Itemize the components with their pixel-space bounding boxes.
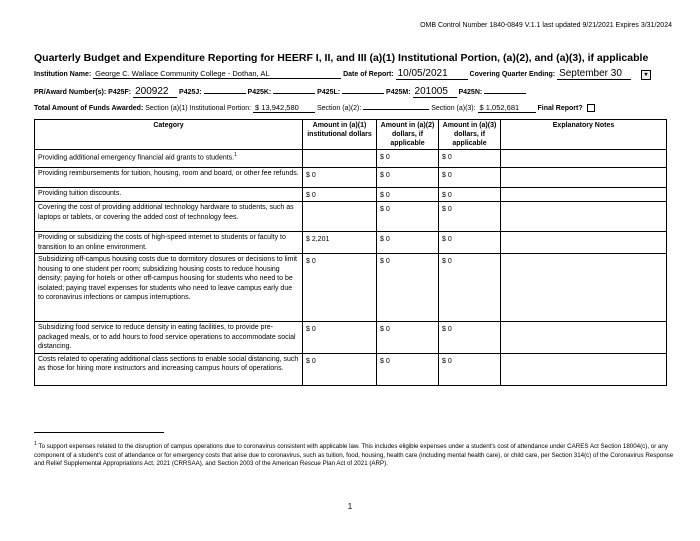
a3-field[interactable]: $ 1,052,681 [478, 103, 536, 113]
quarter-label: Covering Quarter Ending: [469, 71, 556, 78]
page-number: 1 [347, 502, 353, 511]
table-row [35, 202, 667, 232]
table-row [35, 168, 667, 188]
final-report-checkbox[interactable] [587, 104, 595, 112]
p425n-field[interactable] [484, 93, 526, 94]
chevron-down-icon[interactable]: ▾ [641, 70, 651, 80]
category-cell [35, 322, 303, 354]
award-row [34, 86, 526, 98]
notes-cell[interactable] [501, 168, 667, 188]
amount-a1-cell[interactable] [303, 202, 377, 232]
table-row [35, 150, 667, 168]
table-row [35, 188, 667, 202]
amount-a2-cell[interactable]: $ 0 [377, 254, 439, 322]
a2-label: Section (a)(2): [316, 105, 362, 112]
header-notes: Explanatory Notes [501, 120, 667, 150]
category-text: Covering the cost of providing additional technology hardware to students, such as laptops or tablets, or covering the added cost of technology fees. [38, 204, 294, 221]
a2-field[interactable] [363, 109, 429, 110]
footnote-text: To support expenses related to the disruption of campus operations due to coronavirus consistent with applicable law. This includes eligible expenses under a student's cost of attendance under CARES Act Section 18004(c), or any component of a student's cost of attendance or for emergency costs that arise due to coronavirus, such as tuition, food, housing, health care (including mental health care), or child care, per Section 314(c) of the Coronavirus Response and Relief Supplemental Appropriations Act, 2021 (CRRSAA), and Section 2003 of the American Rescue Plan Act of 2021 (ARP). [34, 443, 674, 468]
a1-portion-label: Section (a)(1) Institutional Portion: [145, 105, 252, 112]
header-a1: Amount in (a)(1) institutional dollars [303, 120, 377, 150]
p425f-field[interactable]: 200922 [133, 86, 177, 98]
p425n-label: P425N: [458, 89, 483, 96]
institution-row [34, 68, 651, 80]
p425j-label: P425J: [179, 89, 202, 96]
amount-a2-cell[interactable]: $ 0 [377, 353, 439, 385]
footnote [34, 440, 674, 469]
p425j-field[interactable] [204, 93, 246, 94]
expenditure-table [34, 119, 667, 386]
notes-cell[interactable] [501, 322, 667, 354]
table-header-row [35, 120, 667, 150]
amount-a3-cell[interactable]: $ 0 [439, 254, 501, 322]
notes-cell[interactable] [501, 353, 667, 385]
omb-control-number: OMB Control Number 1840-0849 V.1.1 last updated 9/21/2021 Expires 3/31/2024 [420, 22, 672, 29]
amount-a3-cell[interactable]: $ 0 [439, 202, 501, 232]
final-report-label: Final Report? [537, 105, 583, 112]
table-row [35, 232, 667, 254]
p425m-label: P425M: [386, 89, 411, 96]
amount-a1-cell[interactable]: $ 0 [303, 254, 377, 322]
p425k-label: P425K: [247, 89, 272, 96]
notes-cell[interactable] [501, 188, 667, 202]
category-cell [35, 202, 303, 232]
amount-a2-cell[interactable]: $ 0 [377, 232, 439, 254]
amount-a1-cell[interactable]: $ 0 [303, 188, 377, 202]
amount-a2-cell[interactable]: $ 0 [377, 188, 439, 202]
table-row [35, 322, 667, 354]
date-of-report-field[interactable]: 10/05/2021 [396, 68, 468, 80]
header-a2: Amount in (a)(2) dollars, if applicable [377, 120, 439, 150]
notes-cell[interactable] [501, 232, 667, 254]
p425f-label: P425F: [108, 89, 132, 96]
category-cell [35, 150, 303, 168]
p425k-field[interactable] [273, 93, 315, 94]
amount-a3-cell[interactable]: $ 0 [439, 188, 501, 202]
total-funds-label: Total Amount of Funds Awarded: [34, 105, 144, 112]
category-text: Subsidizing food service to reduce density in eating facilities, to provide pre-packaged meals, or to add hours to food service operations to accommodate social distancing. [38, 324, 296, 350]
amount-a3-cell[interactable]: $ 0 [439, 353, 501, 385]
amount-a2-cell[interactable]: $ 0 [377, 150, 439, 168]
p425m-field[interactable]: 201005 [413, 86, 457, 98]
amount-a3-cell[interactable]: $ 0 [439, 168, 501, 188]
category-cell [35, 254, 303, 322]
amount-a3-cell[interactable]: $ 0 [439, 322, 501, 354]
category-cell [35, 188, 303, 202]
category-text: Providing tuition discounts. [38, 190, 122, 197]
amount-a1-cell[interactable] [303, 150, 377, 168]
footnote-marker: 1 [34, 441, 37, 447]
amount-a2-cell[interactable]: $ 0 [377, 168, 439, 188]
institution-name-field[interactable]: George C. Wallace Community College - Dothan, AL [93, 69, 341, 79]
category-text: Providing additional emergency financial aid grants to students. [38, 154, 235, 162]
amount-a2-cell[interactable]: $ 0 [377, 322, 439, 354]
amount-a3-cell[interactable]: $ 0 [439, 232, 501, 254]
a1-portion-field[interactable]: $ 13,942,580 [253, 103, 315, 113]
quarter-ending-field[interactable]: September 30 [557, 68, 631, 80]
table-row [35, 353, 667, 385]
notes-cell[interactable] [501, 202, 667, 232]
page-title: Quarterly Budget and Expenditure Reporting for HEERF I, II, and III (a)(1) Institutional Portion, (a)(2), and (a)(3), if applicable [34, 52, 649, 64]
notes-cell[interactable] [501, 254, 667, 322]
notes-cell[interactable] [501, 150, 667, 168]
amount-a1-cell[interactable]: $ 0 [303, 168, 377, 188]
category-text: Subsidizing off-campus housing costs due to dormitory closures or decisions to limit housing to one student per room; subsidizing housing costs to reduce housing density; paying for hotels or other off-campus housing for students who need to be isolated; paying travel expenses for students who need to leave campus early due to coronavirus infections or campus interruptions. [38, 256, 297, 301]
date-label: Date of Report: [343, 71, 394, 78]
amount-a1-cell[interactable]: $ 0 [303, 322, 377, 354]
amount-a1-cell[interactable]: $ 0 [303, 353, 377, 385]
header-a3: Amount in (a)(3) dollars, if applicable [439, 120, 501, 150]
category-cell [35, 353, 303, 385]
amount-a2-cell[interactable]: $ 0 [377, 202, 439, 232]
amount-a1-cell[interactable]: $ 2,201 [303, 232, 377, 254]
category-cell [35, 232, 303, 254]
footnote-ref: 1 [234, 152, 237, 158]
category-text: Providing or subsidizing the costs of high-speed internet to students or faculty to transition to an online environment. [38, 234, 286, 251]
category-cell [35, 168, 303, 188]
total-funds-row [34, 103, 595, 113]
table-row [35, 254, 667, 322]
a3-label: Section (a)(3): [431, 105, 476, 112]
institution-label: Institution Name: [34, 71, 92, 78]
p425l-field[interactable] [342, 93, 384, 94]
category-text: Costs related to operating additional class sections to enable social distancing, such as those for hiring more instructors and increasing campus hours of operations. [38, 355, 299, 372]
header-category: Category [35, 120, 303, 150]
footnote-divider [34, 432, 164, 433]
p425l-label: P425L: [317, 89, 341, 96]
award-label: PR/Award Number(s): [34, 89, 107, 96]
category-text: Providing reimbursements for tuition, housing, room and board, or other fee refunds. [38, 170, 299, 177]
amount-a3-cell[interactable]: $ 0 [439, 150, 501, 168]
